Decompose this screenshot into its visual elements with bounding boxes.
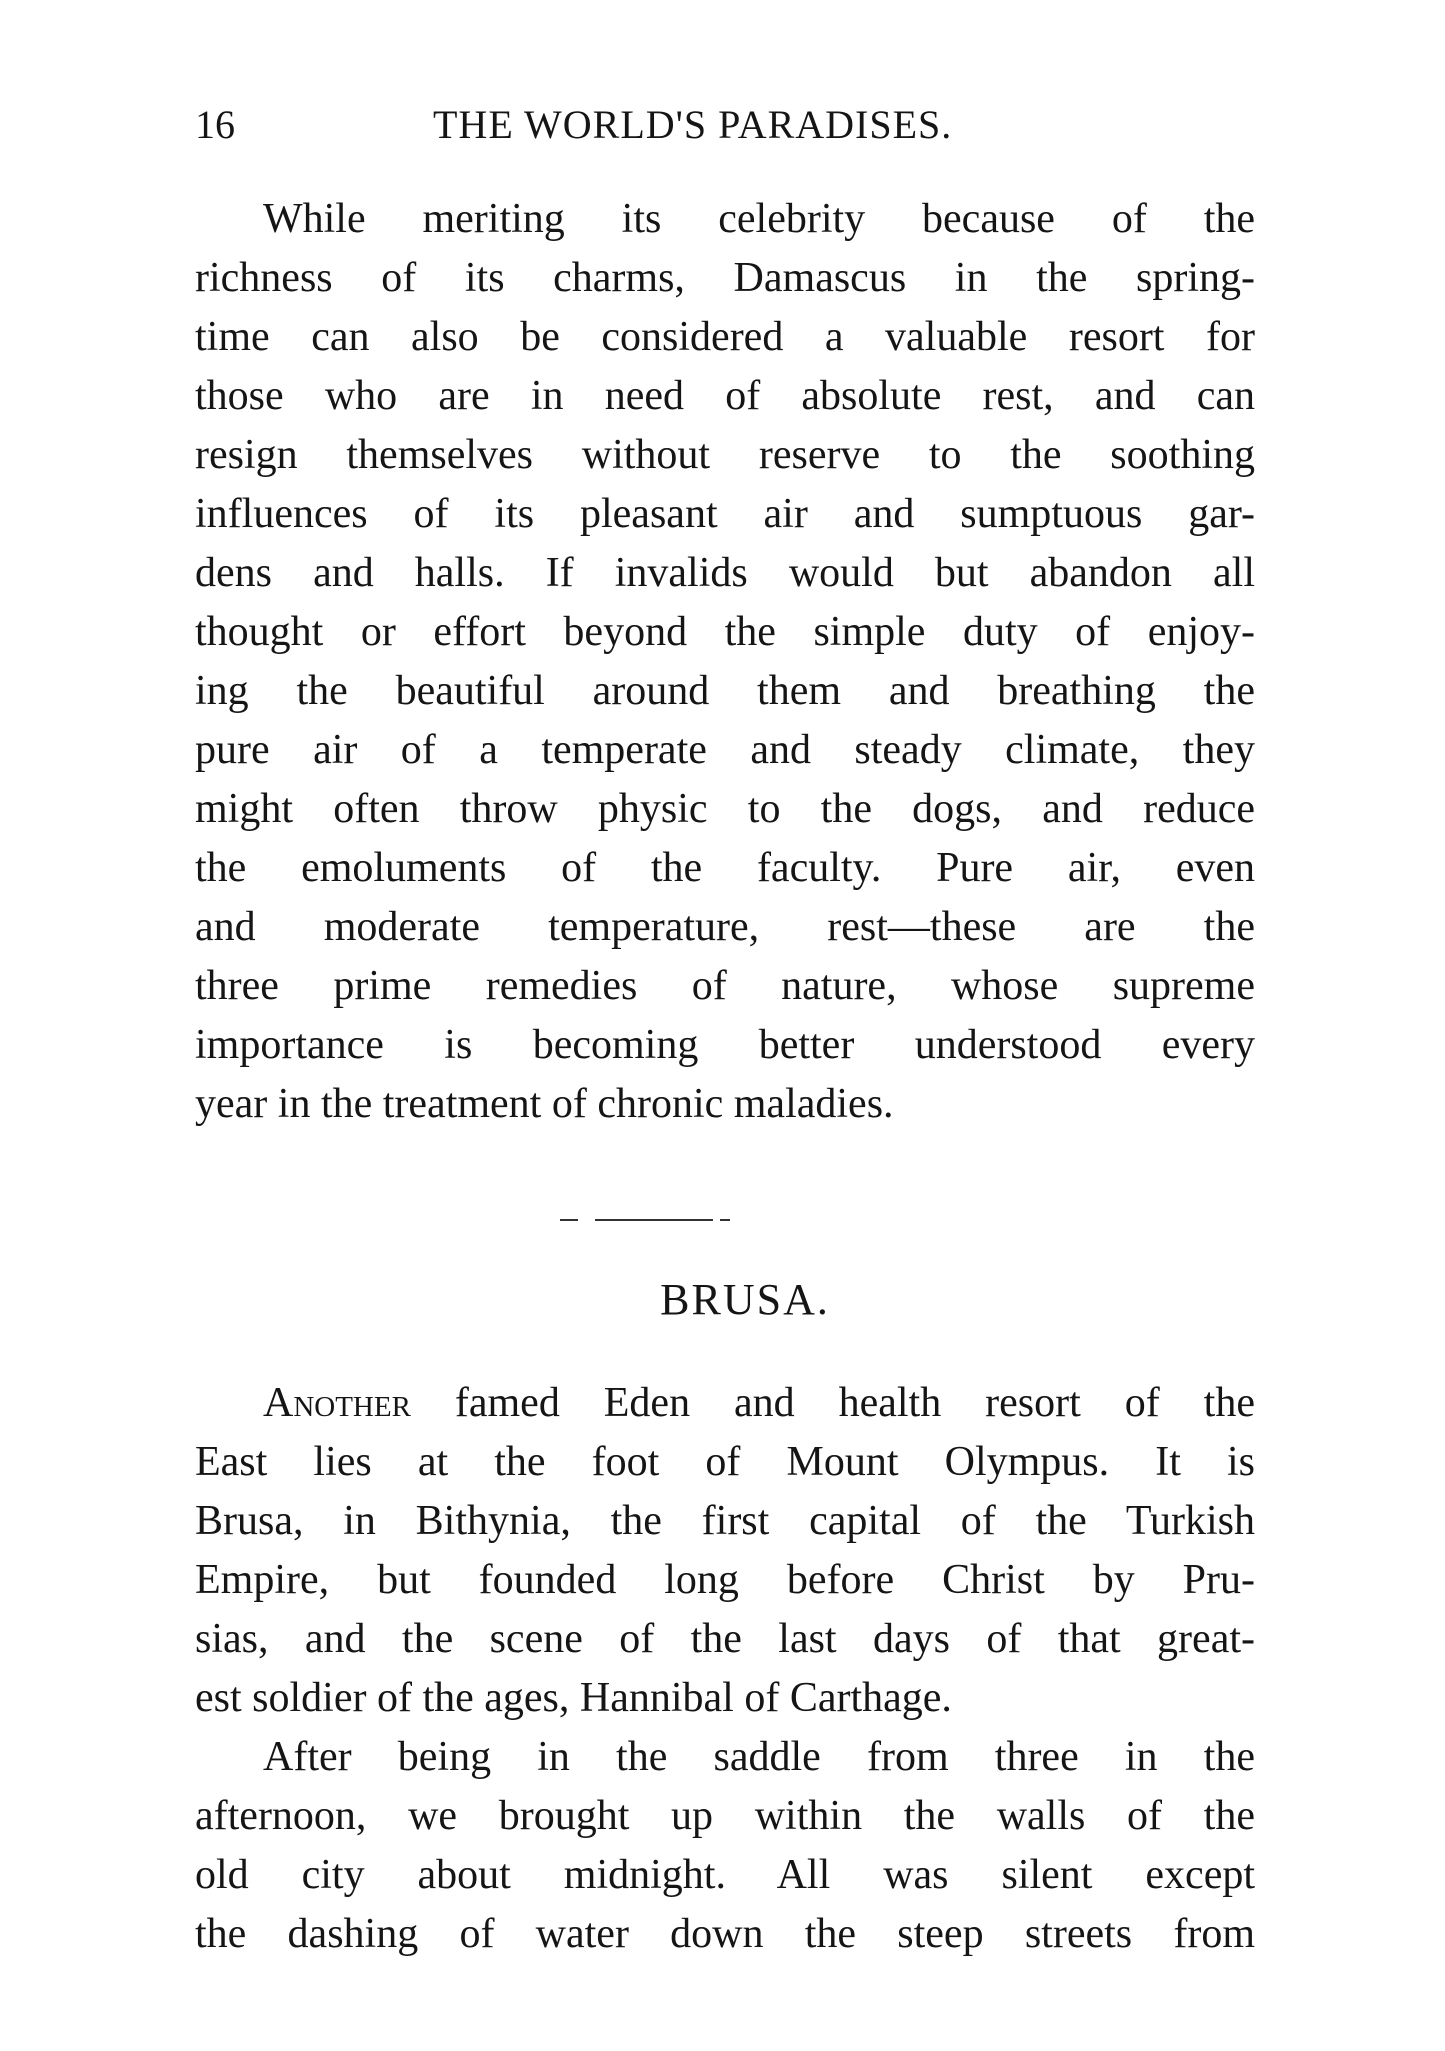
section-divider	[195, 1219, 1255, 1223]
text-line: resign themselves without reserve to the soothing	[195, 432, 1255, 478]
text-line: influences of its pleasant air and sumptuous gar-	[195, 491, 1255, 537]
text-line: the dashing of water down the steep streets from	[195, 1911, 1255, 1957]
text-line: While meriting its celebrity because of the	[263, 196, 1255, 242]
text-line: sias, and the scene of the last days of that great-	[195, 1616, 1255, 1662]
text-line: pure air of a temperate and steady climate, they	[195, 727, 1255, 773]
text-line: afternoon, we brought up within the walls of the	[195, 1793, 1255, 1839]
book-page	[195, 95, 1255, 1964]
running-head	[195, 95, 1255, 155]
text-line: richness of its charms, Damascus in the spring-	[195, 255, 1255, 301]
text-line: importance is becoming better understood every	[195, 1022, 1255, 1068]
text-line: est soldier of the ages, Hannibal of Carthage.	[195, 1675, 952, 1721]
lead-word: Another	[263, 1380, 411, 1426]
text-line: those who are in need of absolute rest, and can	[195, 373, 1255, 419]
first-line-rest: famed Eden and health resort of the	[410, 1380, 1255, 1426]
text-line: three prime remedies of nature, whose supreme	[195, 963, 1255, 1009]
text-line: dens and halls. If invalids would but abandon all	[195, 550, 1255, 596]
text-line: After being in the saddle from three in the	[263, 1734, 1255, 1780]
text-line: East lies at the foot of Mount Olympus. It is	[195, 1439, 1255, 1485]
text-line: thought or effort beyond the simple duty of enjoy-	[195, 609, 1255, 655]
text-line: time can also be considered a valuable resort for	[195, 314, 1255, 360]
text-line: Brusa, in Bithynia, the first capital of the Turkish	[195, 1498, 1255, 1544]
text-line: and moderate temperature, rest—these are the	[195, 904, 1255, 950]
divider-segment	[560, 1219, 578, 1221]
text-line: Empire, but founded long before Christ by Pru-	[195, 1557, 1255, 1603]
text-line: the emoluments of the faculty. Pure air, even	[195, 845, 1255, 891]
section-heading: BRUSA.	[660, 1275, 830, 1324]
page-number: 16	[195, 102, 235, 147]
text-line: year in the treatment of chronic maladies.	[195, 1081, 894, 1127]
text-line: ing the beautiful around them and breathing the	[195, 668, 1255, 714]
text-line: old city about midnight. All was silent except	[195, 1852, 1255, 1898]
paragraph-brusa-arrival	[195, 1728, 1255, 1964]
paragraph-brusa-intro	[195, 1374, 1255, 1728]
text-line: might often throw physic to the dogs, and reduce	[195, 786, 1255, 832]
paragraph-damascus	[195, 190, 1255, 1134]
divider-segment	[720, 1219, 730, 1221]
divider-segment	[595, 1219, 713, 1221]
running-title: THE WORLD'S PARADISES.	[433, 102, 953, 147]
text-line	[195, 1374, 1255, 1433]
